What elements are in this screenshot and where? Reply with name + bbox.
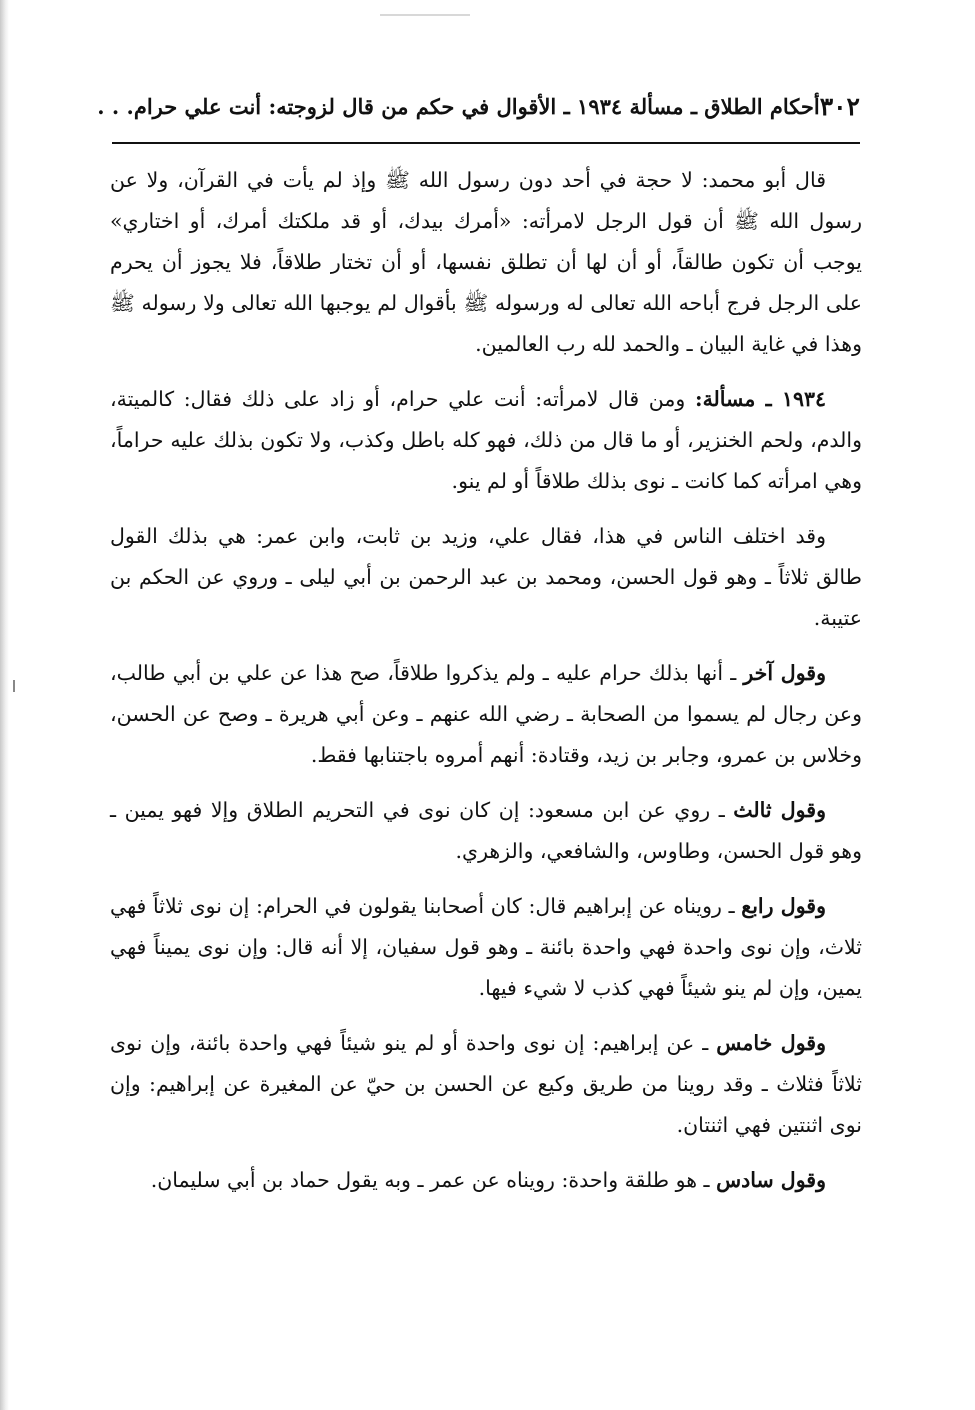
paragraph-text: ـ أنها بذلك حرام عليه ـ ولم يذكروا طلاقاً، صح هذا عن علي بن أبي طالب، وعن رجال لم يسموا من الصحابة ـ رضي الله عنهم ـ وعن أبي هريرة ـ وصح عن الحسن، وخلاس بن عمرو، وجابر بن زيد، وقتادة: أنهم أمروه باجتنابها فقط. bbox=[110, 661, 862, 767]
paragraph bbox=[110, 1023, 862, 1146]
paragraph bbox=[110, 886, 862, 1009]
paragraph-lead: وقول آخر bbox=[743, 661, 826, 685]
paragraph-text: وقد اختلف الناس في هذا، فقال علي، وزيد بن ثابت، وابن عمر: هي بذلك القول طالق ثلاثاً ـ وهو قول الحسن، ومحمد بن عبد الرحمن بن أبي ليلى ـ وروي عن الحكم بن عتيبة. bbox=[110, 524, 862, 630]
page-edge-top bbox=[380, 14, 470, 16]
paragraph-text: قال أبو محمد: لا حجة في أحد دون رسول الله ﷺ وإذ لم يأت في القرآن، ولا عن رسول الله ﷺ أن قول الرجل لامرأته: «أمرك بيدك، أو قد ملكتك أمرك، أو اختاري» يوجب أن تكون طالقاً، أو أن لها أن تطلق نفسها، أو أن تختار طلاقاً، فلا يجوز أن يحرم على الرجل فرج أباحه الله تعالى له ورسوله ﷺ بأقوال لم يوجبها الله تعالى ولا رسوله ﷺ وهذا في غاية البيان ـ والحمد لله رب العالمين. bbox=[110, 168, 862, 356]
page-number: ٣٠٢ bbox=[819, 91, 860, 121]
paragraph-text: ـ هو طلقة واحدة: رويناه عن عمر ـ وبه يقول حماد بن أبي سليمان. bbox=[150, 1168, 710, 1192]
header-rule bbox=[112, 142, 860, 144]
paragraph-lead: وقول سادس bbox=[716, 1168, 826, 1192]
paragraph bbox=[110, 516, 862, 639]
paragraph-lead: ١٩٣٤ ـ مسألة: bbox=[695, 387, 826, 411]
page-header bbox=[97, 84, 860, 128]
paragraph-text: ـ روي عن ابن مسعود: إن كان نوى في التحريم الطلاق وإلا فهو يمين ـ وهو قول الحسن، وطاوس، والشافعي، والزهري. bbox=[110, 798, 862, 863]
paragraph-text: ومن قال لامرأته: أنت علي حرام، أو زاد على ذلك فقال: كالميتة، والدم، ولحم الخنزير، أو ما قال من ذلك، فهو كله باطل وكذب، ولا تكون بذلك عليه حراماً، وهي امرأته كما كانت ـ نوى بذلك طلاقاً أو لم ينو. bbox=[110, 387, 862, 493]
paragraph bbox=[110, 1160, 862, 1201]
paragraph bbox=[110, 379, 862, 502]
paragraph-text: ـ رويناه عن إبراهيم قال: كان أصحابنا يقولون في الحرام: إن نوى ثلاثاً فهي ثلاث، وإن نوى واحدة فهي واحدة بائنة ـ وهو قول سفيان، إلا أنه قال: وإن نوى يميناً فهي يمين، وإن لم ينو شيئاً فهي كذب لا شيء فيها. bbox=[110, 894, 862, 1000]
paragraph bbox=[110, 653, 862, 776]
paragraph-lead: وقول رابع bbox=[741, 894, 826, 918]
text-body bbox=[110, 160, 862, 1215]
page-shadow-left bbox=[0, 0, 9, 1410]
paragraph-lead: وقول خامس bbox=[716, 1031, 826, 1055]
running-title: أحكام الطلاق ـ مسألة ١٩٣٤ ـ الأقوال في حكم من قال لزوجته: أنت علي حرام. . . bbox=[97, 93, 820, 119]
paragraph-lead: وقول ثالث bbox=[733, 798, 826, 822]
paragraph bbox=[110, 160, 862, 365]
margin-mark bbox=[13, 680, 15, 692]
paragraph bbox=[110, 790, 862, 872]
paragraph-text: ـ عن إبراهيم: إن نوى واحدة أو لم ينو شيئاً فهي واحدة بائنة، وإن نوى ثلاثاً فثلاث ـ وقد روينا من طريق وكيع عن الحسن بن حيّ عن المغيرة عن إبراهيم: وإن نوى اثنتين فهي اثنتان. bbox=[110, 1031, 862, 1137]
